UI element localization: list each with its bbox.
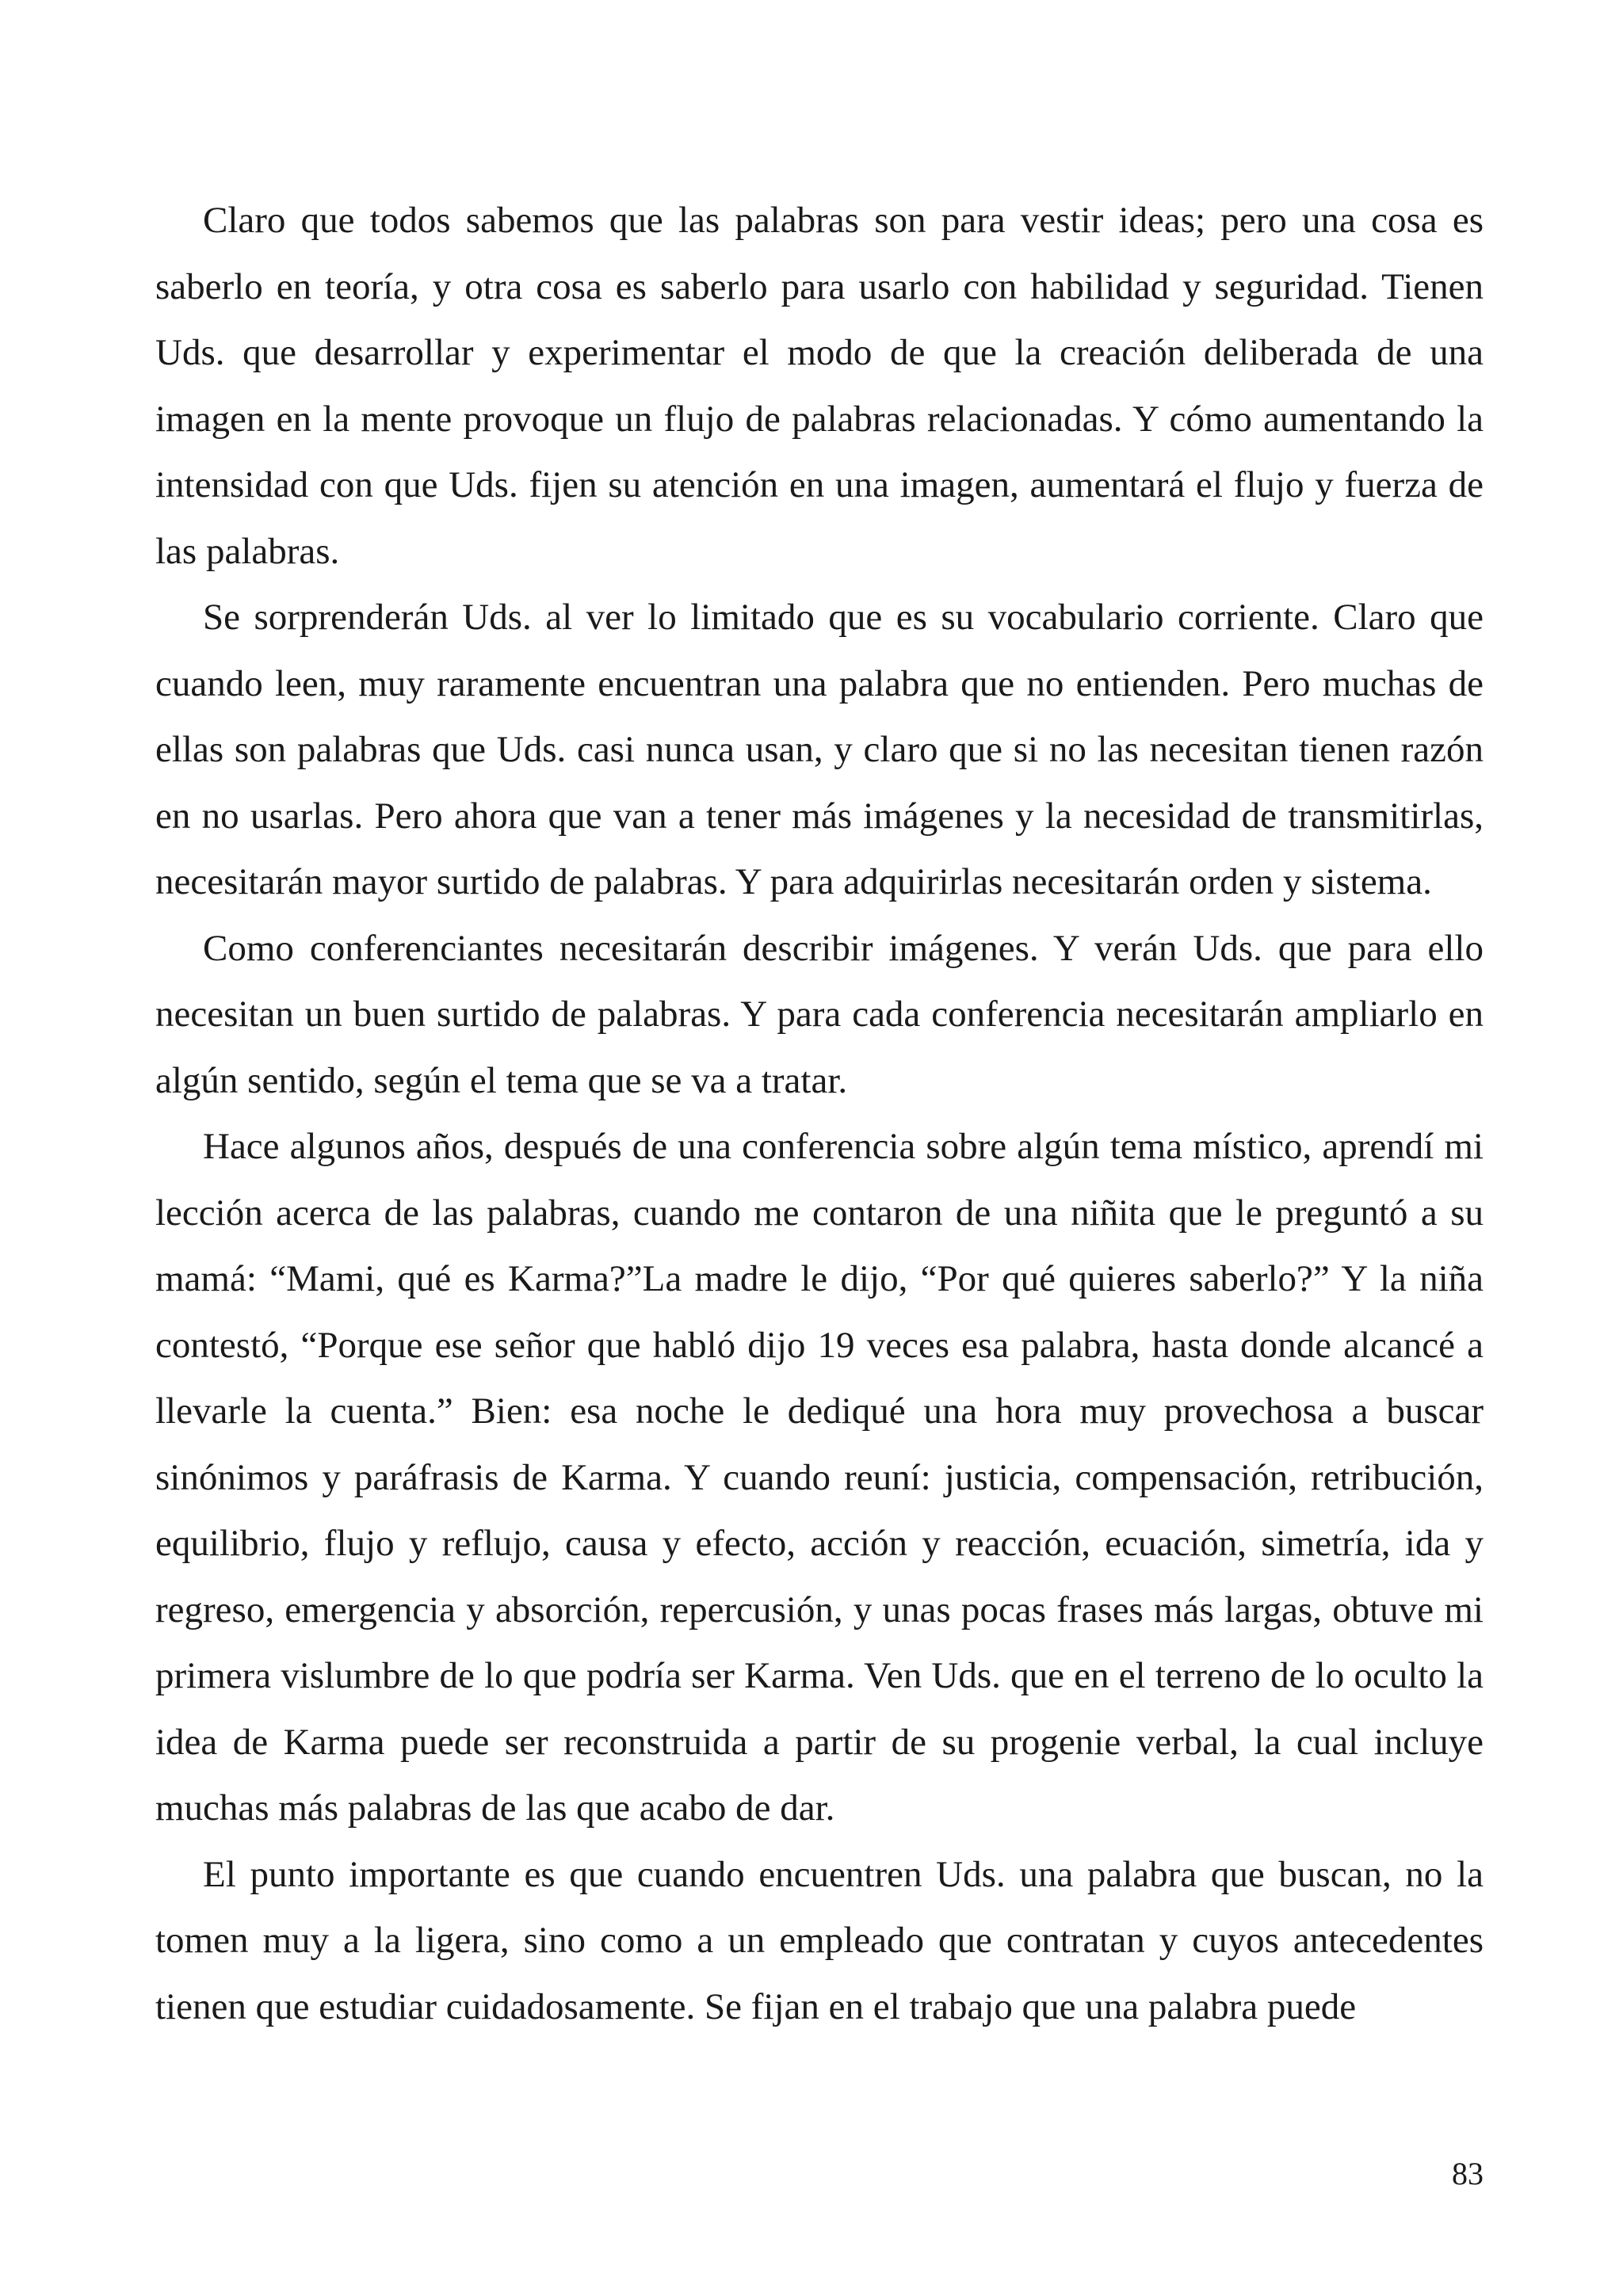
paragraph-2: Se sorprenderán Uds. al ver lo limitado que es su vocabulario corriente. Claro que cuando leen, muy raramente encuentran una palabra que no entienden. Pero muchas de ellas son palabras que Uds. casi nunca usan, y claro que si no las necesitan tienen razón en no usarlas. Pero ahora que van a tener más imágenes y la necesidad de transmitirlas, necesitarán mayor surtido de palabras. Y para adquirirlas necesitarán orden y sistema. [155,597,1484,902]
paragraph-4: Hace algunos años, después de una conferencia sobre algún tema místico, aprendí mi lección acerca de las palabras, cuando me contaron de una niñita que le preguntó a su mamá: “Mami, qué es Karma?”La madre le dijo, “Por qué quieres saberlo?” Y la niña contestó, “Porque ese señor que habló dijo 19 veces esa palabra, hasta donde alcancé a llevarle la cuenta.” Bien: esa noche le dediqué una hora muy provechosa a buscar sinónimos y paráfrasis de Karma. Y cuando reuní: justicia, compensación, retribución, equilibrio, flujo y reflujo, causa y efecto, acción y reacción, ecuación, simetría, ida y regreso, emergencia y absorción, repercusión, y unas pocas frases más largas, obtuve mi primera vislumbre de lo que podría ser Karma. Ven Uds. que en el terreno de lo oculto la idea de Karma puede ser reconstruida a partir de su progenie verbal, la cual incluye muchas más palabras de las que acabo de dar. [155,1126,1484,1829]
paragraph-5: El punto importante es que cuando encuentren Uds. una palabra que buscan, no la tomen muy a la ligera, sino como a un empleado que contratan y cuyos antecedentes tienen que estudiar cuidadosamente. Se fijan en el trabajo que una palabra puede [155,1853,1484,2027]
body-text [155,188,1484,2040]
page-number: 83 [1452,2156,1484,2191]
paragraph-3: Como conferenciantes necesitarán describir imágenes. Y verán Uds. que para ello necesitan un buen surtido de palabras. Y para cada conferencia necesitarán ampliarlo en algún sentido, según el tema que se va a tratar. [155,927,1484,1101]
paragraph-1: Claro que todos sabemos que las palabras son para vestir ideas; pero una cosa es saberlo en teoría, y otra cosa es saberlo para usarlo con habilidad y seguridad. Tienen Uds. que desarrollar y experimentar el modo de que la creación deliberada de una imagen en la mente provoque un flujo de palabras relacionadas. Y cómo aumentando la intensidad con que Uds. fijen su atención en una imagen, aumentará el flujo y fuerza de las palabras. [155,200,1484,572]
